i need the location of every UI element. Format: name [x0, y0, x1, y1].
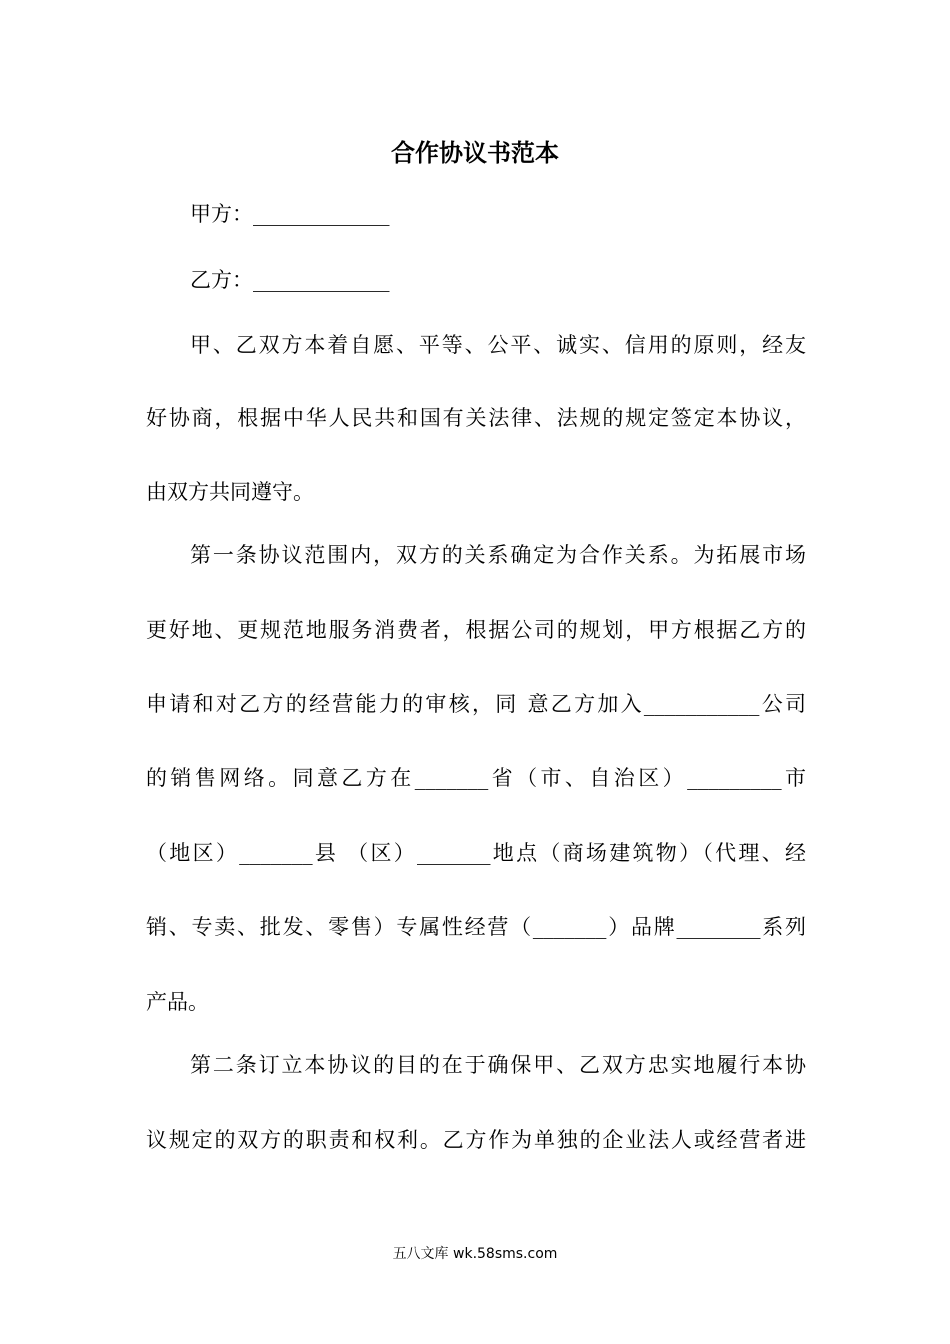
document-title: 合作协议书范本 — [391, 138, 559, 167]
party-a-line: 甲方：_____________ — [190, 202, 390, 226]
paragraph-3-line-2: 议规定的双方的职责和权利。乙方作为单独的企业法人或经营者进 — [146, 1128, 806, 1152]
paragraph-1-line-3: 由双方共同遵守。 — [146, 480, 314, 504]
paragraph-2-line-7: 产品。 — [146, 990, 209, 1014]
paragraph-2-line-2: 更好地、更规范地服务消费者，根据公司的规划，甲方根据乙方的 — [146, 618, 806, 642]
paragraph-1-line-2: 好协商，根据中华人民共和国有关法律、法规的规定签定本协议， — [146, 406, 806, 430]
paragraph-1-line-1: 甲、乙双方本着自愿、平等、公平、诚实、信用的原则，经友 — [190, 333, 806, 357]
party-b-line: 乙方：_____________ — [190, 268, 390, 292]
paragraph-2-line-6: 销、专卖、批发、零售）专属性经营（_______）品牌________系列 — [146, 915, 806, 939]
footer-watermark: 五八文库 wk.58sms.com — [392, 1246, 558, 1262]
paragraph-3-line-1: 第二条订立本协议的目的在于确保甲、乙双方忠实地履行本协 — [190, 1053, 806, 1077]
paragraph-2-line-4: 的销售网络。同意乙方在_______省（市、自治区）_________市 — [146, 766, 806, 790]
paragraph-2-line-1: 第一条协议范围内，双方的关系确定为合作关系。为拓展市场 — [190, 543, 806, 567]
paragraph-2-line-5: （地区）_______县 （区）_______地点（商场建筑物）（代理、经 — [146, 841, 806, 865]
paragraph-2-line-3: 申请和对乙方的经营能力的审核，同 意乙方加入___________公司 — [146, 692, 806, 716]
